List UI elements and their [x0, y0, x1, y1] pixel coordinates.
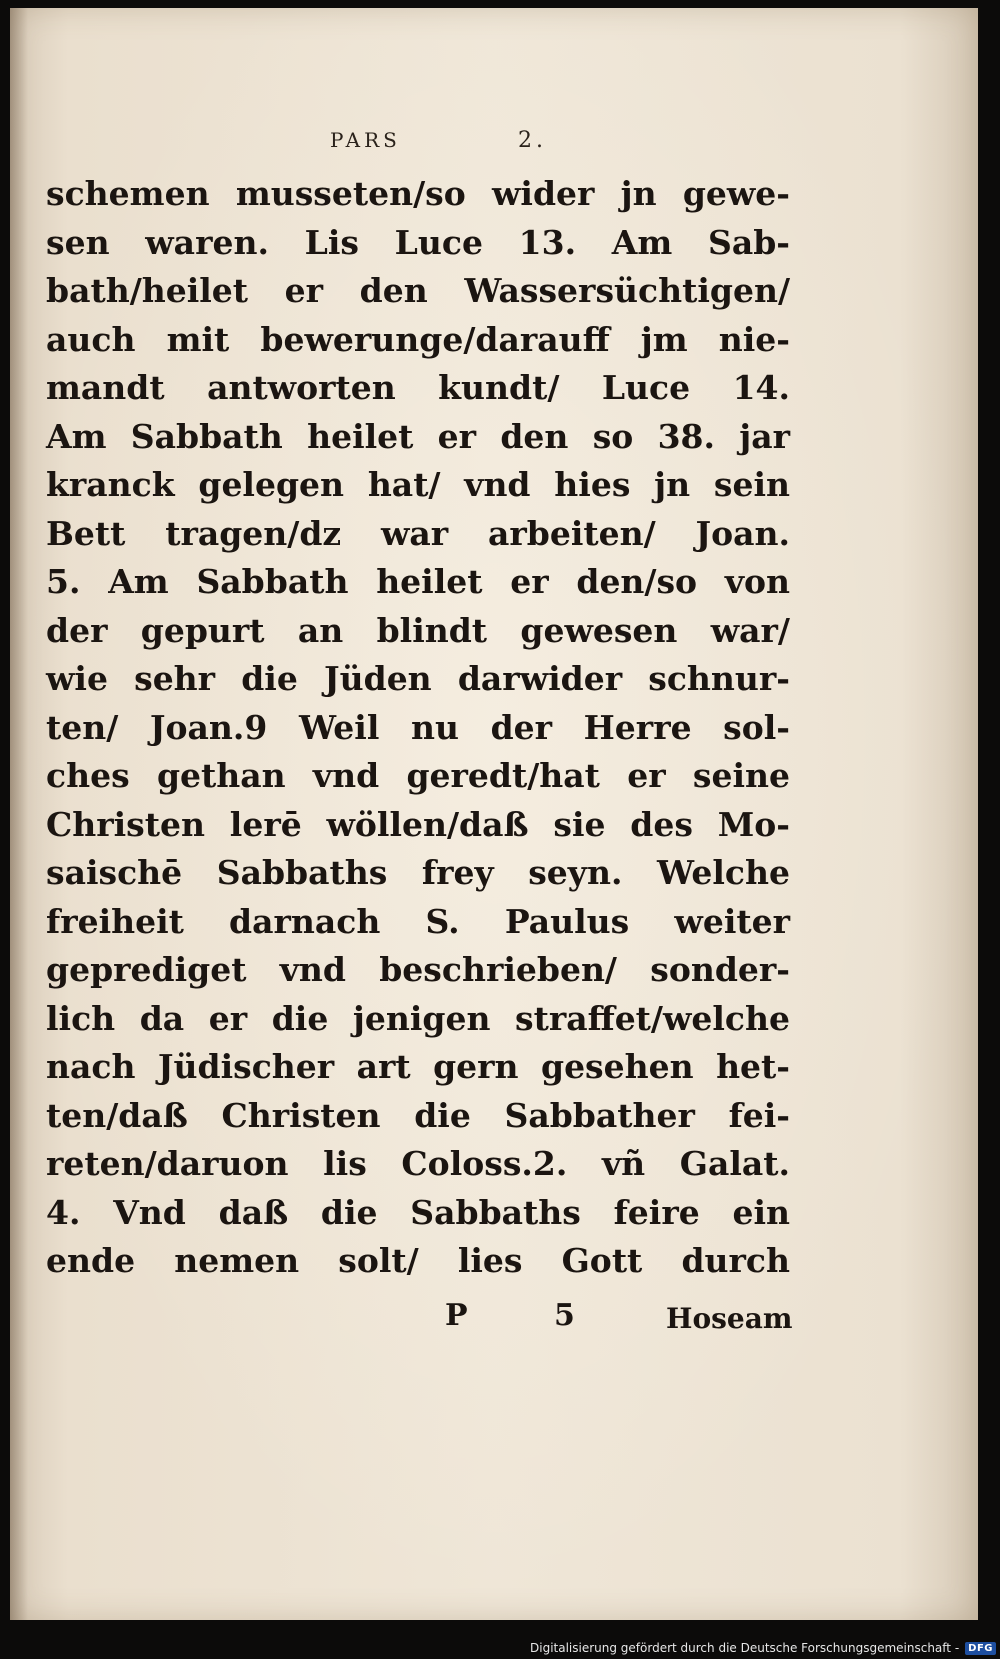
text-line: kranck gelegen hat/ vnd hies jn sein: [46, 465, 790, 504]
gutter-shadow: [10, 8, 28, 1620]
text-line: ende nemen solt/ lies Gott durch: [46, 1241, 790, 1280]
funding-credit: [530, 1639, 996, 1657]
text-line: bath/heilet er den Wassersüchtigen/: [46, 271, 790, 310]
text-line: Am Sabbath heilet er den so 38. jar: [46, 416, 790, 456]
credit-text: Digitalisierung gefördert durch die Deutsche Forschungsgemeinschaft -: [530, 1641, 960, 1655]
text-line: mandt antworten kundt/ Luce 14.: [46, 368, 790, 407]
page-footer: [10, 1298, 978, 1338]
text-line: reten/daruon lis Coloss.2. vñ Galat.: [46, 1144, 790, 1183]
text-line: geprediget vnd beschrieben/ sonder-: [46, 950, 790, 989]
text-line: auch mit bewerunge/darauff jm nie-: [46, 319, 790, 359]
text-line: Christen lerē wöllen/daß sie des Mo-: [46, 804, 790, 844]
signature-mark: P 5: [445, 1298, 613, 1333]
text-block: [46, 170, 790, 1286]
book-page: [10, 8, 978, 1620]
text-line: ten/daß Christen die Sabbather fei-: [46, 1095, 790, 1135]
text-line: saischē Sabbaths frey seyn. Welche: [46, 853, 790, 892]
text-line: nach Jüdischer art gern gesehen het-: [46, 1047, 790, 1086]
text-line: lich da er die jenigen straffet/welche: [46, 998, 790, 1038]
page-header: [330, 128, 630, 158]
text-line: der gepurt an blindt gewesen war/: [46, 610, 790, 650]
text-line: freiheit darnach S. Paulus weiter: [46, 901, 790, 941]
text-line: ches gethan vnd geredt/hat er seine: [46, 756, 790, 795]
catchword: Hoseam: [666, 1302, 793, 1335]
page-number: 2.: [518, 128, 547, 153]
text-line: wie sehr die Jüden darwider schnur-: [46, 659, 790, 698]
text-line: Bett tragen/dz war arbeiten/ Joan.: [46, 513, 790, 553]
text-line: schemen musseten/so wider jn gewe-: [46, 174, 790, 213]
text-line: 5. Am Sabbath heilet er den/so von: [46, 562, 790, 601]
text-line: sen waren. Lis Luce 13. Am Sab-: [46, 222, 790, 262]
dfg-logo-icon: DFG: [965, 1642, 996, 1655]
text-line: ten/ Joan.9 Weil nu der Herre sol-: [46, 707, 790, 747]
text-line: 4. Vnd daß die Sabbaths feire ein: [46, 1192, 790, 1232]
running-title: PARS: [330, 128, 401, 152]
